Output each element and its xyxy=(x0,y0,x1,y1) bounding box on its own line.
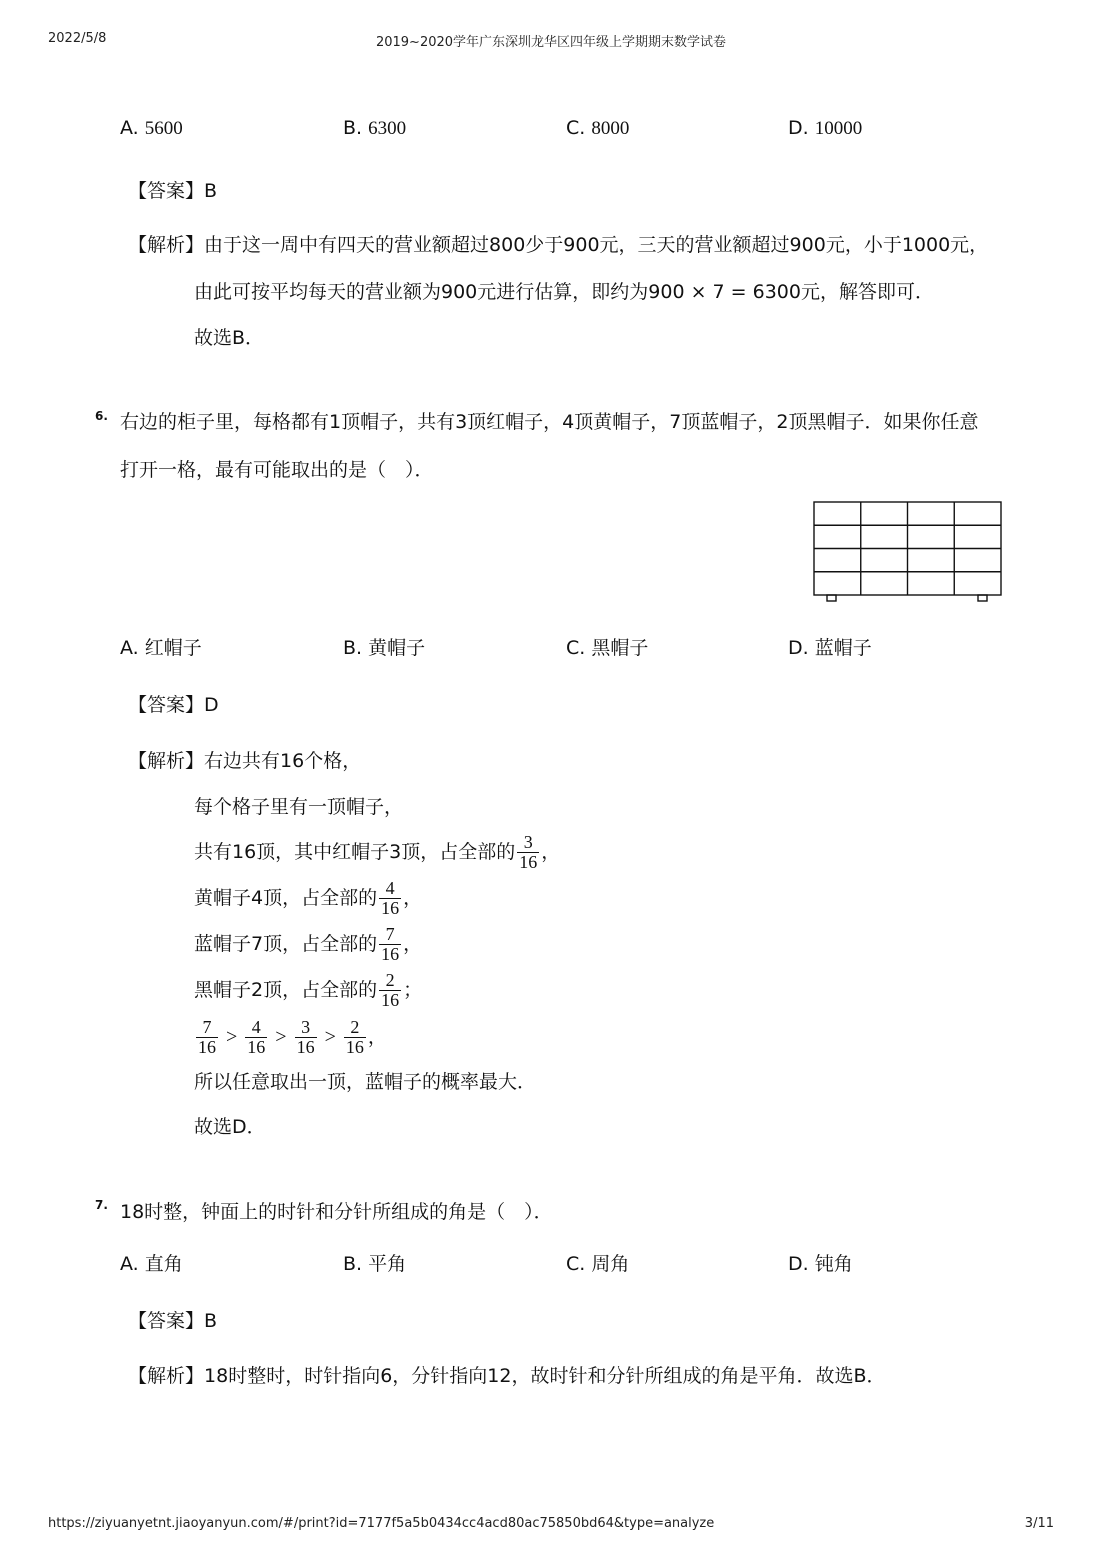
q6-option-d: D. 蓝帽子 xyxy=(788,637,872,659)
answer-label: 【答案】 xyxy=(128,180,205,202)
footer-url[interactable]: https://ziyuanyetnt.jiaoyanyun.com/#/print?id=7177f5a5b0434cc4acd80ac75850bd64&type=analyze xyxy=(48,1516,715,1531)
q7-option-c: C. 周角 xyxy=(566,1253,630,1275)
q6-fraction-comparison: $\frac{7}{16}$ > $\frac{4}{16}$ > $\frac{3}{16}$ > $\frac{2}{16}$ ， xyxy=(198,1016,387,1057)
header-title: 2019~2020学年广东深圳龙华区四年级上学期期末数学试卷 xyxy=(375,35,727,50)
q6-stem-line-2: 打开一格，最有可能取出的是（ ）． xyxy=(120,459,434,481)
q7-stem: 18时整，钟面上的时针和分针所组成的角是（ ）． xyxy=(120,1201,553,1223)
q7-option-a: A. 直角 xyxy=(120,1253,183,1275)
q6-option-a: A. 红帽子 xyxy=(120,637,202,659)
fraction: $\frac{4}{16}$ xyxy=(381,877,400,918)
fraction: $\frac{2}{16}$ xyxy=(345,1016,364,1057)
cabinet-figure xyxy=(813,501,1003,605)
q5-answer: 【答案】B xyxy=(128,180,218,202)
analysis-label: 【解析】 xyxy=(128,750,205,772)
q6-stem-line-1: 右边的柜子里，每格都有1顶帽子，共有3顶红帽子，4顶黄帽子，7顶蓝帽子，2顶黑帽子．如果你任意 xyxy=(120,411,979,433)
fraction: $\frac{3}{16}$ xyxy=(296,1016,315,1057)
cabinet-leg-right xyxy=(978,595,987,601)
q6-number: 6. xyxy=(95,409,108,423)
q6-analysis-black: 黑帽子2顶，占全部的 $\frac{2}{16}$ ； xyxy=(194,969,423,1010)
q7-number: 7. xyxy=(95,1198,108,1212)
q6-analysis-choice: 故选D． xyxy=(194,1116,266,1138)
fraction: $\frac{7}{16}$ xyxy=(381,923,400,964)
fraction: $\frac{7}{16}$ xyxy=(198,1016,216,1057)
fraction: $\frac{4}{16}$ xyxy=(247,1016,266,1057)
answer-label: 【答案】 xyxy=(128,1310,205,1332)
q6-option-c: C. 黑帽子 xyxy=(566,637,649,659)
q5-analysis-line-1: 【解析】由于这一周中有四天的营业额超过800少于900元，三天的营业额超过900元，小于1000元， xyxy=(128,234,989,256)
fraction: $\frac{2}{16}$ xyxy=(381,969,400,1010)
q6-analysis-yellow: 黄帽子4顶，占全部的 $\frac{4}{16}$ ， xyxy=(194,877,423,918)
header-date: 2022/5/8 xyxy=(48,31,107,46)
q6-option-b: B. 黄帽子 xyxy=(343,637,426,659)
answer-label: 【答案】 xyxy=(128,694,205,716)
q6-analysis-blue: 蓝帽子7顶，占全部的 $\frac{7}{16}$ ， xyxy=(194,923,423,964)
q5-option-b: B. 6300 xyxy=(343,117,407,139)
q6-analysis-conclusion: 所以任意取出一顶，蓝帽子的概率最大． xyxy=(194,1071,537,1093)
q5-analysis-line-2: 由此可按平均每天的营业额为900元进行估算，即约为900 × 7 = 6300元，解答即可． xyxy=(194,281,934,303)
q7-option-b: B. 平角 xyxy=(343,1253,407,1275)
q5-option-c: C. 8000 xyxy=(566,117,630,139)
q5-option-d: D. 10000 xyxy=(788,117,863,139)
q6-answer: 【答案】D xyxy=(128,694,219,716)
q5-analysis-line-3: 故选B． xyxy=(194,327,265,349)
analysis-label: 【解析】 xyxy=(128,1365,205,1387)
analysis-label: 【解析】 xyxy=(128,234,205,256)
greater-than: > xyxy=(226,1026,238,1048)
q7-answer: 【答案】B xyxy=(128,1310,218,1332)
q7-option-d: D. 钝角 xyxy=(788,1253,853,1275)
q6-analysis-line-2: 每个格子里有一顶帽子， xyxy=(194,796,404,818)
greater-than: > xyxy=(324,1026,336,1048)
q6-analysis-red: 共有16顶，其中红帽子3顶，占全部的 $\frac{3}{16}$ ， xyxy=(194,831,561,872)
q7-analysis: 【解析】18时整时，时针指向6，分针指向12，故时针和分针所组成的角是平角．故选B． xyxy=(128,1365,886,1387)
greater-than: > xyxy=(275,1026,287,1048)
cabinet-leg-left xyxy=(827,595,836,601)
q6-analysis-line-1: 【解析】右边共有16个格， xyxy=(128,750,362,772)
footer-page-number: 3/11 xyxy=(1024,1516,1054,1531)
q5-option-a: A. 5600 xyxy=(120,117,183,139)
fraction: $\frac{3}{16}$ xyxy=(519,831,538,872)
